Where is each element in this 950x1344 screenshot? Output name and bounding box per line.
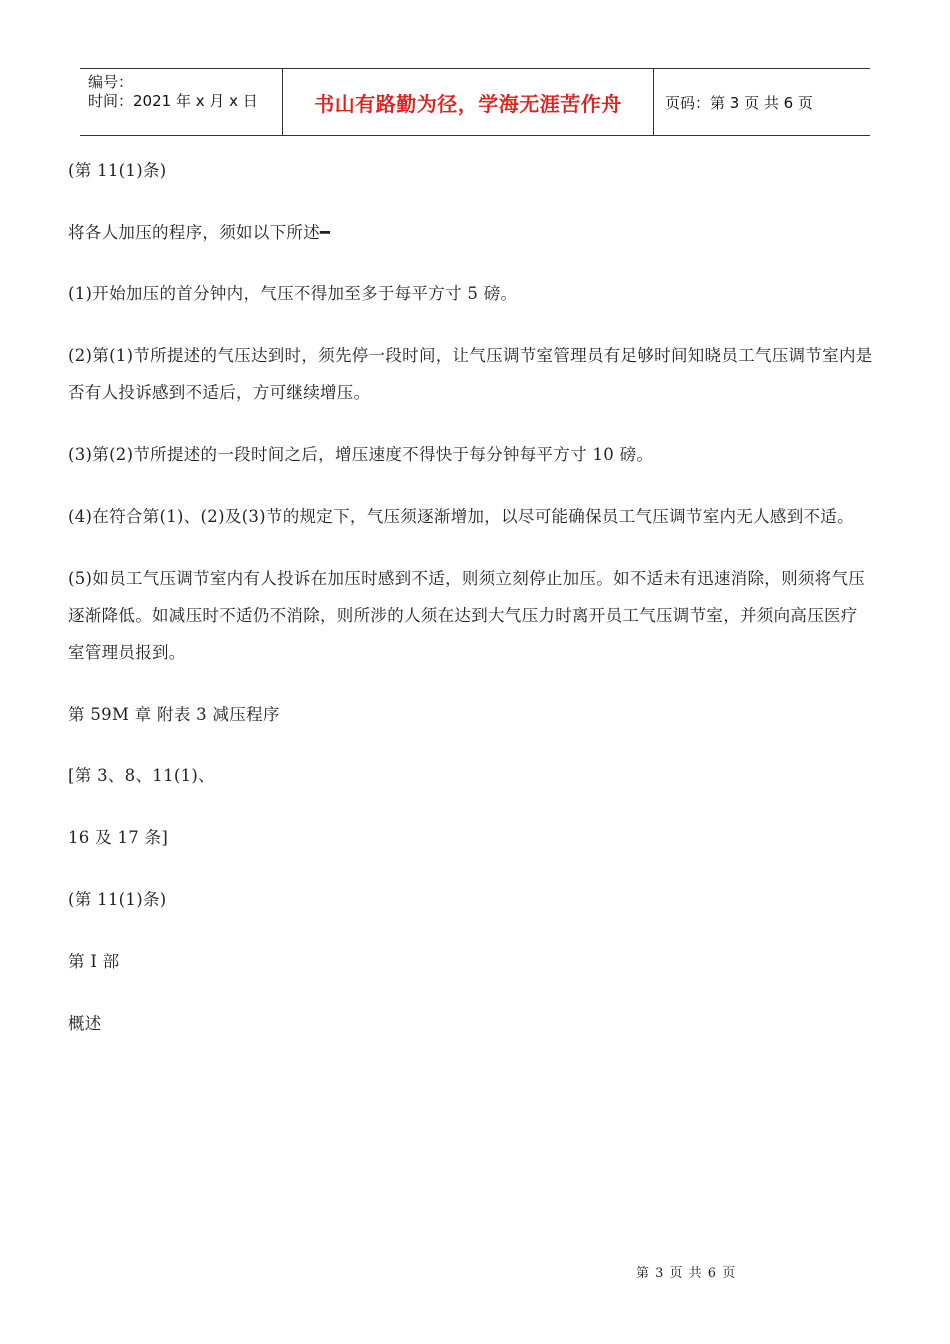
header-meta — [80, 69, 282, 135]
intro-paragraph: 将各人加压的程序，须如以下所述━ — [68, 223, 331, 242]
document-body — [68, 152, 874, 1042]
section-4-paragraph: (4)在符合第(1)、(2)及(3)节的规定下，气压须逐渐增加，以尽可能确保员工气压调节室内无人感到不适。 — [68, 507, 854, 526]
schedule-reference-line-1: [第 3、8、11(1)、 — [68, 766, 215, 785]
section-5-paragraph: (5)如员工气压调节室内有人投诉在加压时感到不适，则须立刻停止加压。如不适未有迅速消除，则须将气压逐渐降低。如减压时不适仍不消除，则所涉的人须在达到大气压力时离开员工气压调节室，并须向高压医疗室管理员报到。 — [68, 569, 866, 662]
page-footer: 第 3 页 共 6 页 — [636, 1266, 737, 1281]
section-1-paragraph: (1)开始加压的首分钟内，气压不得加至多于每平方寸 5 磅。 — [68, 284, 518, 303]
schedule-clause-reference: (第 11(1)条) — [68, 890, 167, 909]
page-header — [80, 68, 870, 136]
overview-heading: 概述 — [68, 1014, 102, 1033]
header-motto: 书山有路勤为径，学海无涯苦作舟 — [314, 91, 622, 116]
document-time: 时间：2021 年 x 月 x 日 — [88, 92, 258, 110]
clause-reference: (第 11(1)条) — [68, 161, 167, 180]
header-page-info: 页码：第 3 页 共 6 页 — [665, 93, 813, 112]
section-3-paragraph: (3)第(2)节所提述的一段时间之后，增压速度不得快于每分钟每平方寸 10 磅。 — [68, 445, 654, 464]
part-heading: 第 I 部 — [68, 952, 120, 971]
schedule-heading: 第 59M 章 附表 3 减压程序 — [68, 705, 280, 724]
header-motto-cell — [282, 69, 654, 135]
schedule-reference-line-2: 16 及 17 条] — [68, 828, 169, 847]
document-number-label: 编号： — [88, 73, 134, 91]
section-2-paragraph: (2)第(1)节所提述的气压达到时，须先停一段时间，让气压调节室管理员有足够时间知晓员工气压调节室内是否有人投诉感到不适后，方可继续增压。 — [68, 346, 873, 402]
